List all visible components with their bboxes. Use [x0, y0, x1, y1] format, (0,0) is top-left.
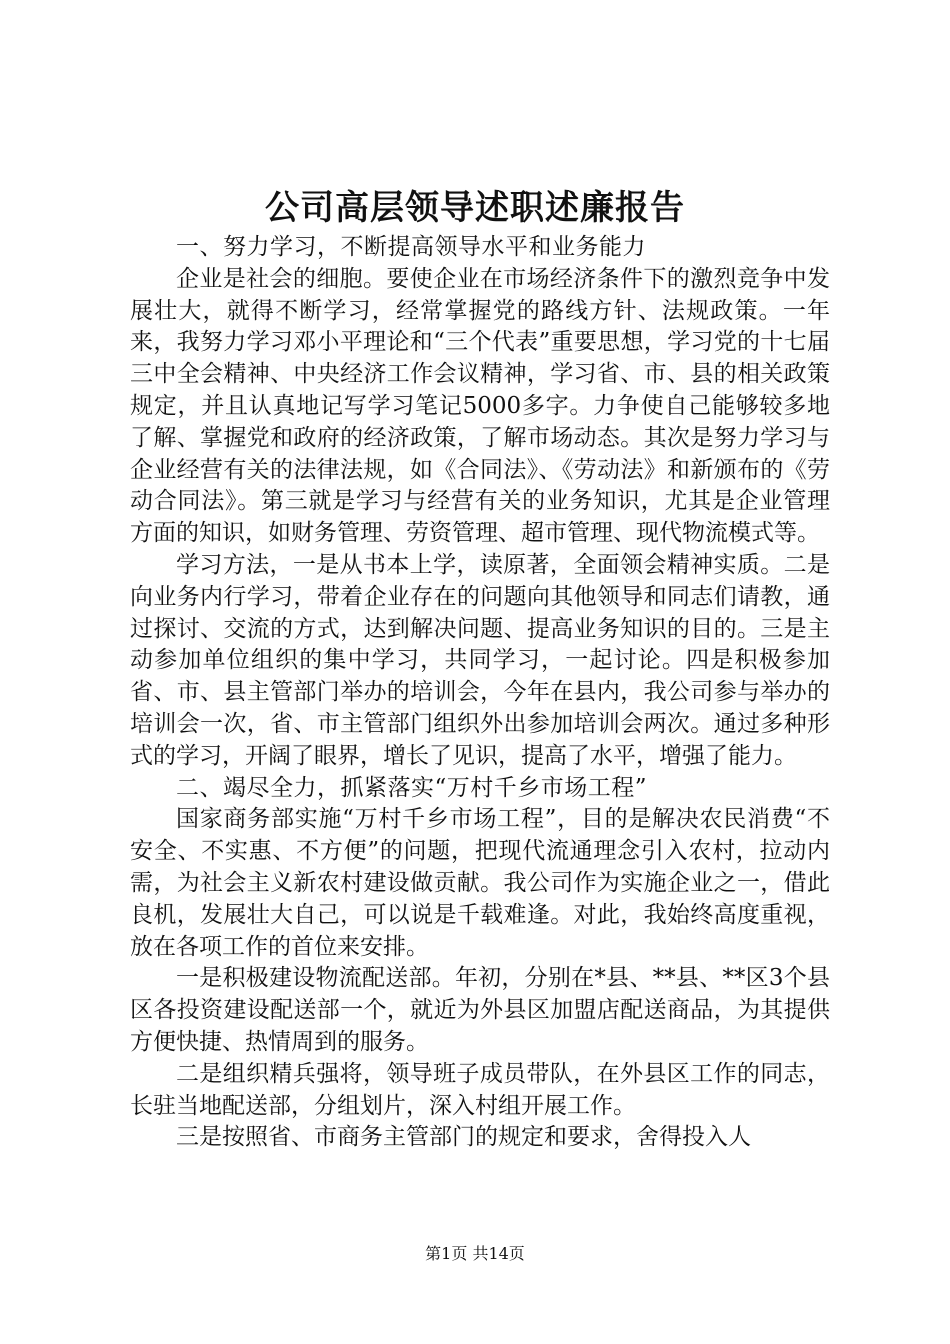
paragraph: 企业是社会的细胞。要使企业在市场经济条件下的激烈竞争中发展壮大，就得不断学习，经常掌握党的路线方针、法规政策。一年来，我努力学习邓小平理论和“三个代表”重要思想，学习党的十七届三中全会精神、中央经济工作会议精神，学习省、市、县的相关政策规定，并且认真地记写学习笔记5000多字。力争使自己能够较多地了解、掌握党和政府的经济政策，了解市场动态。其次是努力学习与企业经营有关的法律法规，如《合同法》、《劳动法》和新颁布的《劳动合同法》。第三就是学习与经营有关的业务知识，尤其是企业管理方面的知识，如财务管理、劳资管理、超市管理、现代物流模式等。	[130, 265, 830, 547]
paragraph: 一是积极建设物流配送部。年初，分别在*县、**县、**区3个县区各投资建设配送部一个，就近为外县区加盟店配送商品，为其提供方便快捷、热情周到的服务。	[130, 965, 830, 1055]
section-heading-1: 一、努力学习，不断提高领导水平和业务能力	[176, 234, 646, 260]
page-number: 第1页 共14页	[425, 1244, 525, 1263]
section-heading-2: 二、竭尽全力，抓紧落实“万村千乡市场工程”	[176, 774, 648, 801]
document-body	[130, 232, 830, 1154]
paragraph: 国家商务部实施“万村千乡市场工程”，目的是解决农民消费“不安全、不实惠、不方便”的问题，把现代流通理念引入农村，拉动内需，为社会主义新农村建设做贡献。我公司作为实施企业之一，借此良机，发展壮大自己，可以说是千载难逢。对此，我始终高度重视，放在各项工作的首位来安排。	[130, 806, 830, 960]
document-title: 公司高层领导述职述廉报告	[265, 188, 685, 228]
paragraph: 学习方法，一是从书本上学，读原著，全面领会精神实质。二是向业务内行学习，带着企业存在的问题向其他领导和同志们请教，通过探讨、交流的方式，达到解决问题、提高业务知识的目的。三是主动参加单位组织的集中学习，共同学习，一起讨论。四是积极参加省、市、县主管部门举办的培训会，今年在县内，我公司参与举办的培训会一次，省、市主管部门组织外出参加培训会两次。通过多种形式的学习，开阔了眼界，增长了见识，提高了水平，增强了能力。	[130, 551, 830, 769]
paragraph: 二是组织精兵强将，领导班子成员带队，在外县区工作的同志，长驻当地配送部，分组划片，深入村组开展工作。	[130, 1060, 830, 1119]
paragraph: 三是按照省、市商务主管部门的规定和要求，舍得投入人	[176, 1124, 751, 1151]
